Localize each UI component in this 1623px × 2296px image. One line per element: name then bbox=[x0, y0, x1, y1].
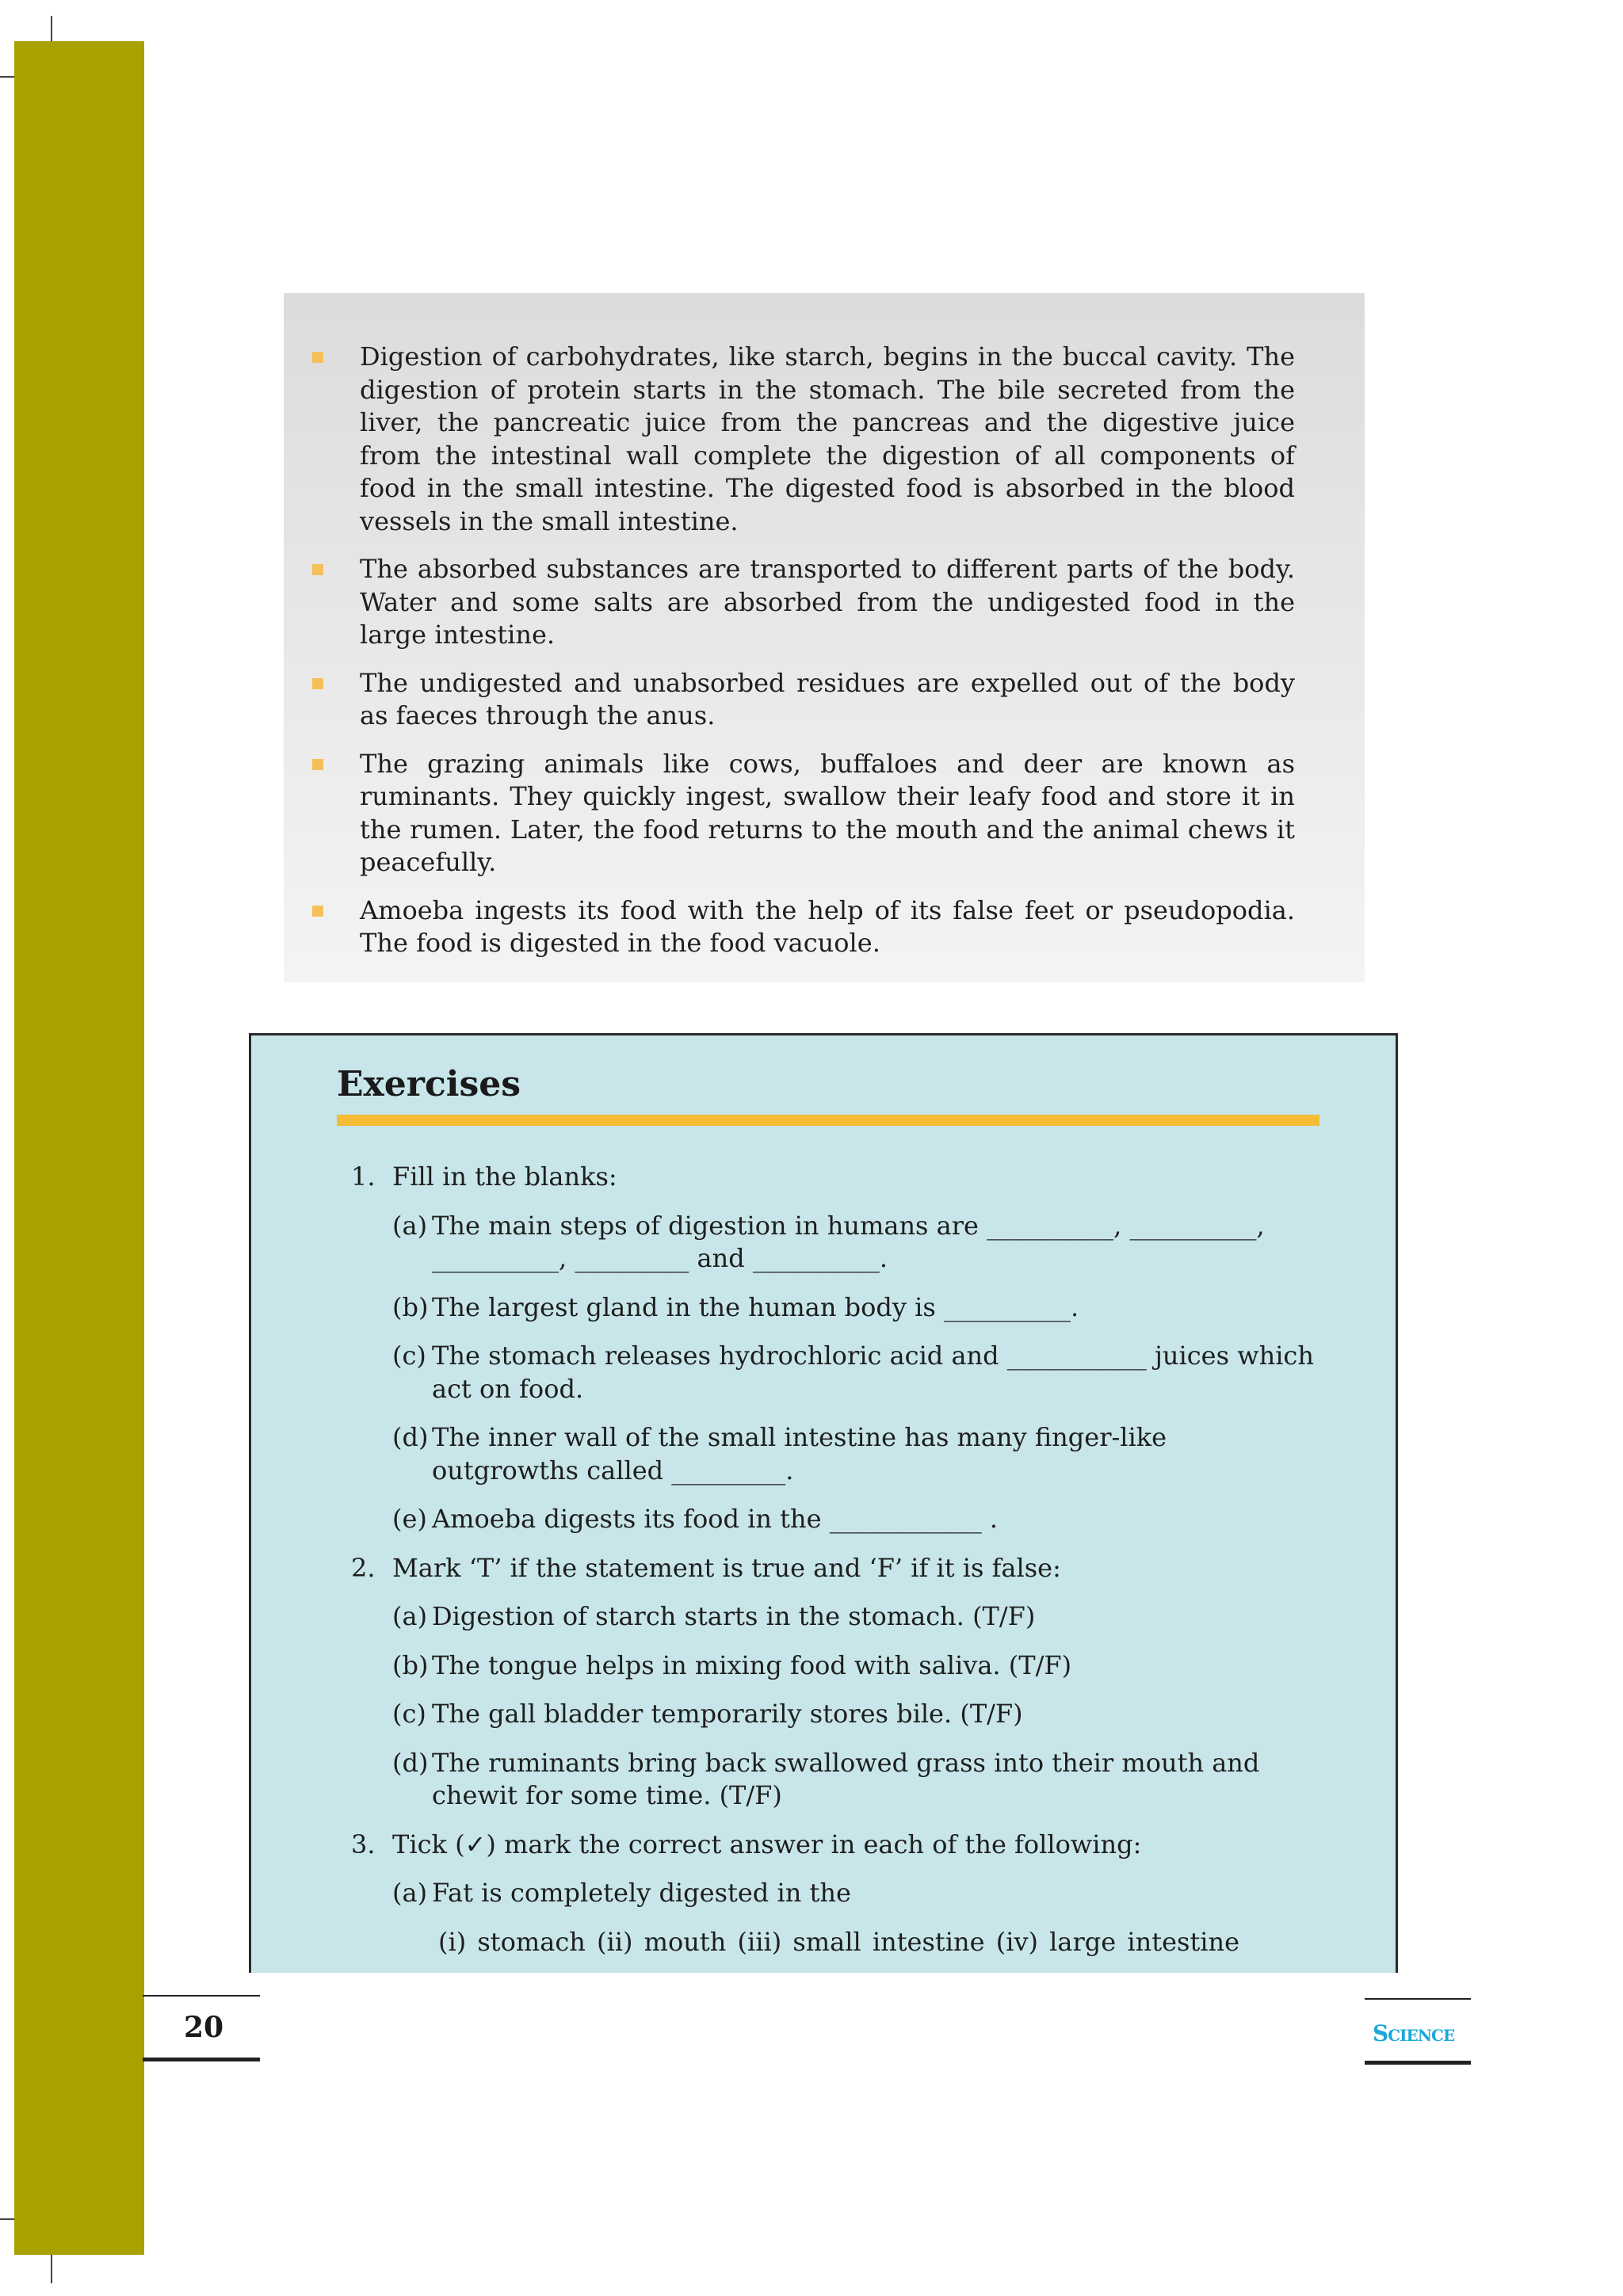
summary-text: Amoeba ingests its food with the help of its false feet or pseudopodia. The food is digested in the food vacuole. bbox=[360, 894, 1295, 958]
sub-question bbox=[392, 1600, 1319, 1634]
question-3 bbox=[251, 1829, 1396, 1862]
sub-text: The largest gland in the human body is __________. bbox=[432, 1291, 1079, 1322]
summary-item bbox=[284, 748, 1365, 879]
sub-question bbox=[392, 1291, 1319, 1325]
summary-item bbox=[284, 553, 1365, 652]
sub-text: The gall bladder temporarily stores bile. (T/F) bbox=[432, 1699, 1023, 1729]
summary-list bbox=[284, 341, 1365, 975]
crop-mark bbox=[0, 76, 14, 78]
running-head: Science bbox=[1373, 2020, 1455, 2046]
bullet-square-icon bbox=[312, 906, 323, 917]
sub-question bbox=[392, 1421, 1319, 1487]
sub-label: (c) bbox=[392, 1699, 426, 1729]
summary-box bbox=[284, 293, 1365, 982]
sub-question bbox=[392, 1210, 1319, 1276]
bullet-square-icon bbox=[312, 678, 323, 689]
sub-question bbox=[392, 1877, 1319, 1910]
summary-item bbox=[284, 341, 1365, 538]
sub-text: The stomach releases hydrochloric acid and ___________ juices which act on food. bbox=[432, 1341, 1314, 1404]
sub-label: (b) bbox=[392, 1650, 429, 1680]
sub-text: The main steps of digestion in humans are __________, __________, __________, _________ and __________. bbox=[432, 1210, 1265, 1273]
sub-text: Amoeba digests its food in the ____________ . bbox=[432, 1504, 999, 1534]
sub-text: The inner wall of the small intestine has many finger-like outgrowths called _________. bbox=[432, 1422, 1167, 1486]
summary-text: The absorbed substances are transported to different parts of the body. Water and some salts are absorbed from the undigested food in the large intestine. bbox=[360, 554, 1295, 650]
summary-item bbox=[284, 894, 1365, 960]
crop-mark bbox=[51, 2255, 52, 2283]
bullet-square-icon bbox=[312, 759, 323, 770]
sub-text: The ruminants bring back swallowed grass into their mouth and chewit for some time. (T/F) bbox=[432, 1747, 1260, 1810]
sub-text: Digestion of starch starts in the stomach. (T/F) bbox=[432, 1601, 1036, 1631]
summary-text: The grazing animals like cows, buffaloes and deer are known as ruminants. They quickly ingest, swallow their leafy food and store it in the rumen. Later, the food returns to the mouth and the animal chews it peacefully. bbox=[360, 748, 1295, 877]
side-color-band bbox=[14, 41, 144, 2255]
exercises-title: Exercises bbox=[337, 1064, 521, 1104]
sub-text: The tongue helps in mixing food with saliva. (T/F) bbox=[432, 1650, 1072, 1680]
running-head-block bbox=[1365, 1998, 1471, 2065]
summary-text: Digestion of carbohydrates, like starch, begins in the buccal cavity. The digestion of protein starts in the stomach. The bile secreted from the liver, the pancreatic juice from the pancreas and the digestive juice from the intestinal wall complete the digestion of all components of food in the small intestine. The digested food is absorbed in the blood vessels in the small intestine. bbox=[360, 341, 1295, 536]
sub-label: (d) bbox=[392, 1747, 429, 1778]
question-1 bbox=[251, 1161, 1396, 1194]
page-number: 20 bbox=[184, 2011, 224, 2044]
sub-question bbox=[392, 1698, 1319, 1731]
question-number: 2. bbox=[351, 1552, 376, 1583]
sub-label: (b) bbox=[392, 1291, 429, 1322]
sub-question bbox=[392, 1650, 1319, 1683]
sub-label: (a) bbox=[392, 1878, 428, 1908]
question-number: 3. bbox=[351, 1829, 376, 1859]
crop-mark bbox=[0, 2218, 14, 2220]
bullet-square-icon bbox=[312, 352, 323, 363]
question-text: Fill in the blanks: bbox=[392, 1161, 617, 1192]
sub-question bbox=[392, 1340, 1319, 1405]
question-text: Mark ‘T’ if the statement is true and ‘F’ if it is false: bbox=[392, 1552, 1061, 1583]
question-list bbox=[251, 1161, 1396, 1958]
sub-label: (a) bbox=[392, 1601, 428, 1631]
exercises-box bbox=[249, 1033, 1398, 1973]
page-number-block bbox=[143, 1995, 260, 2061]
sub-question bbox=[392, 1503, 1319, 1536]
question-2 bbox=[251, 1552, 1396, 1585]
answer-options: (i) stomach (ii) mouth (iii) small intestine (iv) large intestine bbox=[438, 1926, 1240, 1957]
question-text: Tick (✓) mark the correct answer in each of the following: bbox=[392, 1829, 1142, 1859]
sub-label: (c) bbox=[392, 1341, 426, 1371]
question-number: 1. bbox=[351, 1161, 376, 1192]
crop-mark bbox=[51, 16, 52, 43]
sub-text: Fat is completely digested in the bbox=[432, 1878, 851, 1908]
sub-label: (e) bbox=[392, 1504, 427, 1534]
bullet-square-icon bbox=[312, 564, 323, 575]
sub-question bbox=[392, 1747, 1319, 1813]
sub-label: (d) bbox=[392, 1422, 429, 1452]
summary-item bbox=[284, 667, 1365, 733]
title-underline bbox=[337, 1115, 1319, 1126]
sub-label: (a) bbox=[392, 1210, 428, 1241]
summary-text: The undigested and unabsorbed residues are expelled out of the body as faeces through the anus. bbox=[360, 667, 1295, 730]
